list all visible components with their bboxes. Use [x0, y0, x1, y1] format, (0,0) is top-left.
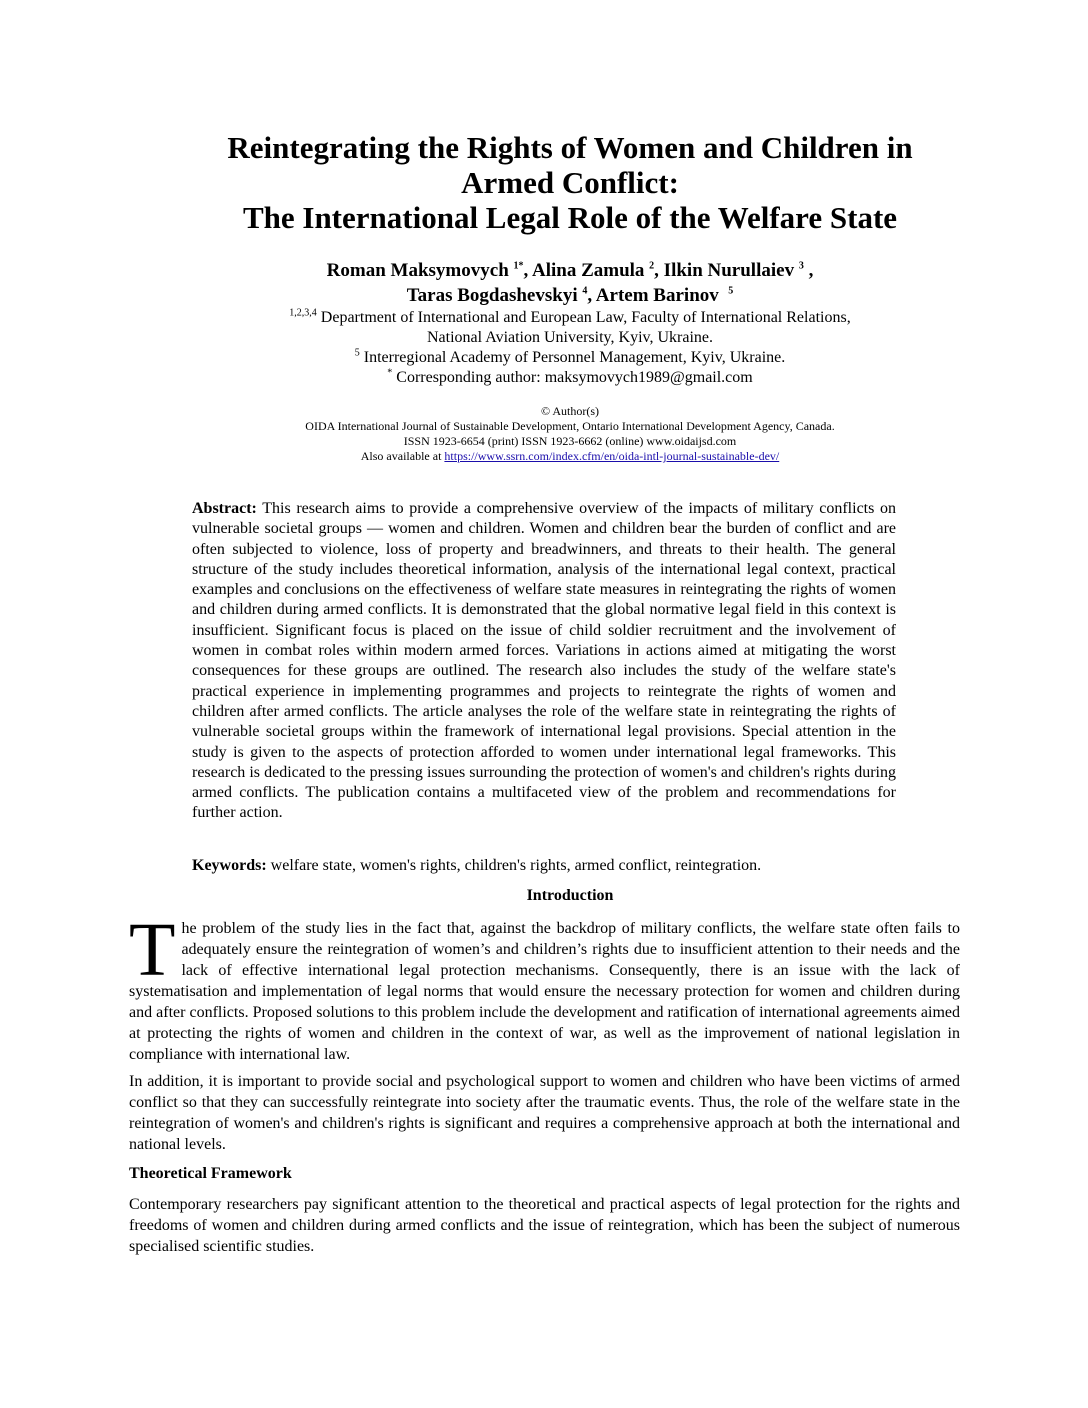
author-3-tail: , [803, 260, 814, 281]
abstract-label: Abstract: [192, 500, 257, 517]
author-1: Roman Maksymovych [326, 260, 509, 281]
corresponding-text: Corresponding author: maksymovych1989@gmail.com [392, 369, 753, 386]
affiliations [150, 308, 990, 388]
theoretical-framework-paragraph-1: Contemporary researchers pay significant attention to the theoretical and practical aspects of legal protection for the rights and freedoms of women and children during armed conflicts and the issue of reintegration, which has been the subject of numerous specialised scientific studies. [129, 1196, 960, 1255]
author-list [150, 258, 990, 308]
author-line-1 [150, 258, 990, 283]
author-5-sup: 5 [728, 285, 734, 297]
journal-info [150, 404, 990, 464]
author-2-sup: 2 [649, 260, 655, 272]
affiliation-2-text: Interregional Academy of Personnel Management, Kyiv, Ukraine. [359, 349, 786, 366]
author-4-sup: 4 [582, 285, 588, 297]
introduction-paragraph-2: In addition, it is important to provide social and psychological support to women and children who have been victims of armed conflict so that they can successfully reintegrate into society after the traumatic events. Thus, the role of the welfare state in the reintegration of women's and children's rights is significant and requires a comprehensive approach at both the international and national levels. [129, 1073, 960, 1153]
title-line-2: Armed Conflict: [461, 165, 679, 200]
title-line-3: The International Legal Role of the Welfare State [242, 200, 898, 235]
copyright-line: © Author(s) [540, 404, 600, 418]
issn-line: ISSN 1923-6654 (print) ISSN 1923-6662 (online) www.oidaijsd.com [403, 434, 737, 448]
affiliation-1-sup: 1,2,3,4 [289, 307, 317, 319]
availability-line [150, 449, 990, 464]
corresponding-sup: * [387, 367, 393, 379]
affiliation-2 [150, 348, 990, 368]
keywords-text: welfare state, women's rights, children's rights, armed conflict, reintegration. [266, 857, 762, 874]
author-1-sup: 1* [513, 260, 524, 272]
affiliation-2-sup: 5 [354, 347, 360, 359]
author-5: , Artem Barinov [587, 285, 719, 306]
drop-cap: T [129, 908, 176, 992]
availability-prefix: Also available at [360, 449, 445, 463]
abstract-text: This research aims to provide a comprehensive overview of the impacts of military conflicts on vulnerable societal groups — women and children. Women and children bear the burden of conflict and are often subjected to violence, loss of property and breadwinners, and threats to their health. The general structure of the study includes theoretical information, analysis of the international legal context, practical examples and conclusions on the effectiveness of welfare state measures in reintegrating the rights of women and children during armed conflicts. It is demonstrated that the global normative legal field in this context is insufficient. Significant focus is placed on the issue of child soldier recruitment and the involvement of women in combat roles within modern armed forces. Variations in actions aimed at mitigating the worst consequences for these groups are outlined. The research also includes the study of the welfare state's practical experience in implementing programmes and projects to reintegrate the rights of women and children after armed conflicts. The article analyses the role of the welfare state in reintegrating the rights of vulnerable societal groups within the framework of international legal provisions. Special attention in the study is given to the aspects of protection afforded to women under international legal frameworks. This research is dedicated to the pressing issues surrounding the protection of women's and children's rights during armed conflicts. The publication contains a multifaceted view of the problem and recommendations for further action. [192, 500, 896, 822]
author-3: , Ilkin Nurullaiev [654, 260, 795, 281]
title-line-1: Reintegrating the Rights of Women and Children in [227, 130, 913, 165]
affiliation-1-line-1 [150, 308, 990, 328]
affiliation-1-text: Department of International and European Law, Faculty of International Relations, [316, 309, 851, 326]
introduction-heading: Introduction [526, 887, 614, 904]
paper-title [150, 130, 990, 235]
affiliation-1-line-2: National Aviation University, Kyiv, Ukraine. [426, 329, 713, 346]
keywords [192, 856, 896, 876]
author-line-2 [150, 283, 990, 308]
abstract [192, 499, 896, 824]
theoretical-framework-heading: Theoretical Framework [129, 1165, 292, 1182]
author-3-sup: 3 [798, 260, 804, 272]
keywords-label: Keywords: [192, 857, 267, 874]
corresponding-author [150, 368, 990, 388]
introduction-paragraph-1 [129, 908, 960, 1065]
author-4: Taras Bogdashevskyi [406, 285, 578, 306]
ssrn-link[interactable]: https://www.ssrn.com/index.cfm/en/oida-intl-journal-sustainable-dev/ [444, 449, 780, 463]
introduction-paragraph-1-text: he problem of the study lies in the fact that, against the backdrop of military conflicts, the welfare state often fails to adequately ensure the reintegration of women’s and children’s rights due to insufficient attention to their needs and the lack of effective international legal protection mechanisms. Consequently, there is an issue with the lack of systematisation and implementation of legal norms that would ensure the necessary protection for women and children during and after conflicts. Proposed solutions to this problem include the development and ratification of international agreements aimed at protecting the rights of women and children in the context of war, as well as the improvement of national legislation in compliance with international law. [129, 920, 960, 1063]
journal-name: OIDA International Journal of Sustainable Development, Ontario International Development Agency, Canada. [305, 419, 835, 433]
author-2: , Alina Zamula [523, 260, 645, 281]
